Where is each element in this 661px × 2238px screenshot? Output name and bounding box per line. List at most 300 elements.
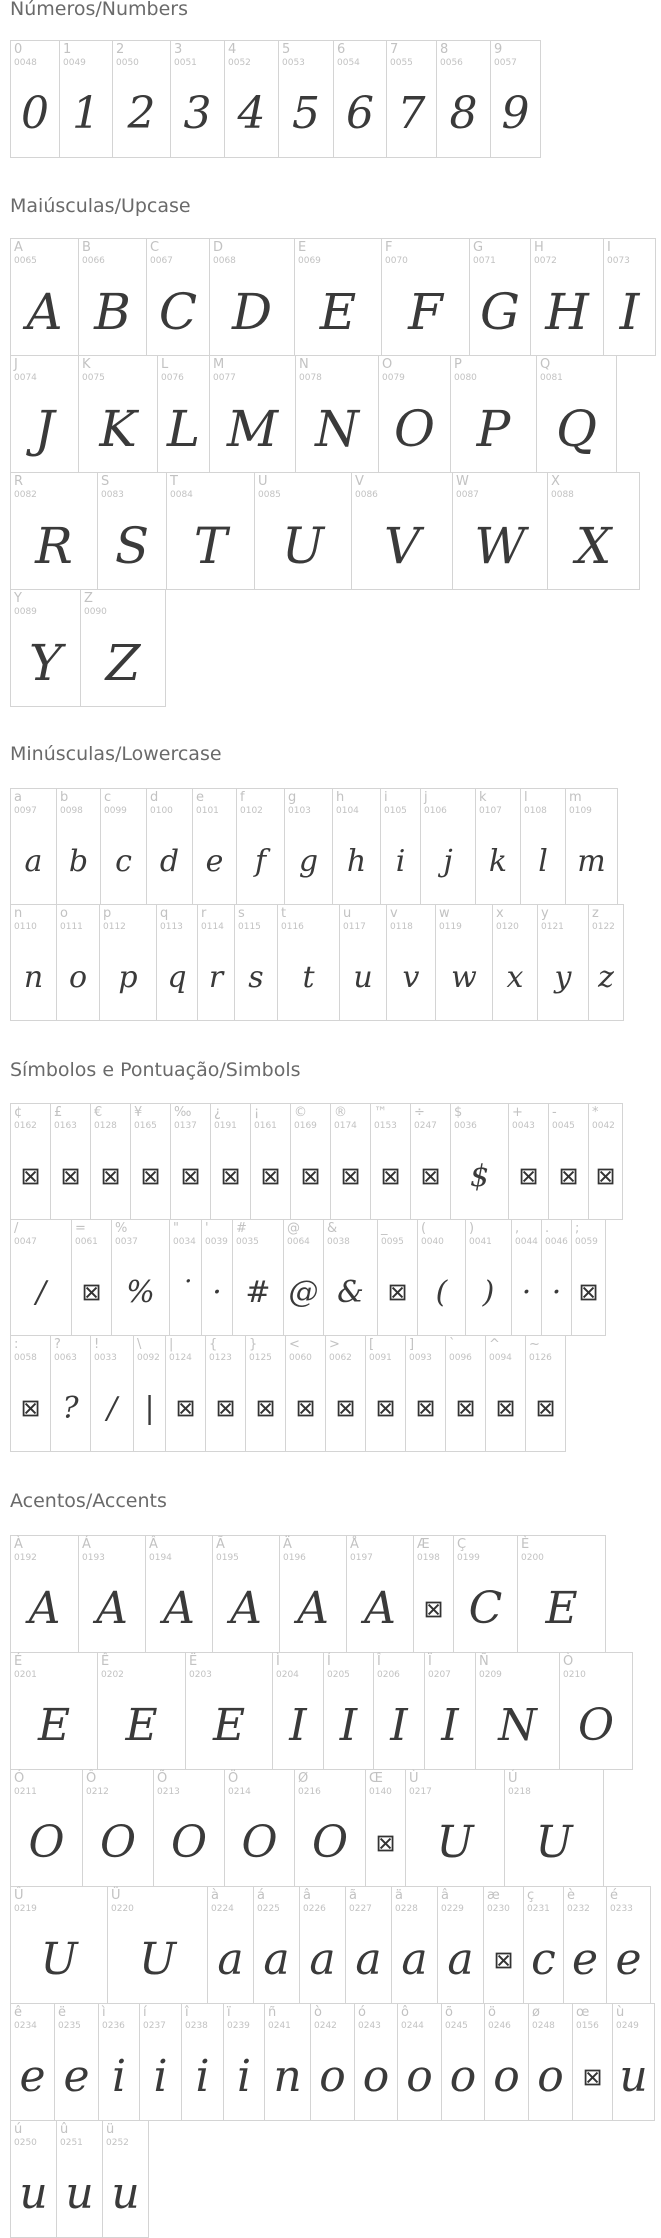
glyph-sample: i (153, 2051, 168, 2103)
glyph-sample: j (443, 843, 453, 879)
glyph-cell (548, 1103, 589, 1220)
glyph-cell (100, 788, 147, 905)
glyph-sample: U (535, 1817, 573, 1869)
character-label: P (454, 357, 462, 372)
character-code: 0235 (58, 2021, 81, 2031)
character-code: 0217 (409, 1787, 432, 1797)
character-label: Ú (508, 1771, 518, 1786)
character-code: 0088 (551, 490, 574, 500)
character-label: r (201, 906, 207, 921)
character-label: È (521, 1537, 530, 1552)
character-label: ¢ (14, 1105, 23, 1120)
glyph-cell (413, 1535, 454, 1653)
glyph-cell (571, 1219, 606, 1336)
character-label: Å (350, 1537, 359, 1552)
character-label: O (382, 357, 393, 372)
character-label: k (479, 790, 487, 805)
glyph-cell (10, 904, 57, 1021)
missing-glyph-icon: ⊠ (100, 1162, 121, 1191)
character-code: 0196 (283, 1553, 306, 1563)
glyph-sample: S (114, 516, 150, 575)
character-label: Î (377, 1654, 381, 1669)
glyph-cell (250, 1103, 291, 1220)
glyph-sample: 9 (501, 88, 530, 140)
glyph-sample: P (476, 399, 511, 458)
glyph-cell (283, 1219, 324, 1336)
glyph-sample: o (406, 2051, 433, 2103)
glyph-sample: o (537, 2051, 564, 2103)
character-label: Œ (369, 1771, 383, 1786)
glyph-sample: p (118, 959, 138, 995)
glyph-sample: U (281, 516, 325, 575)
glyph-cell (78, 355, 158, 473)
glyph-cell (530, 238, 604, 356)
glyph-cell (59, 40, 113, 158)
glyph-sample: O (99, 1817, 137, 1869)
glyph-sample: · (521, 1274, 532, 1310)
character-label: © (294, 1105, 307, 1120)
character-label: K (82, 357, 91, 372)
character-label: " (173, 1221, 179, 1236)
glyph-sample: O (170, 1817, 208, 1869)
character-label: s (238, 906, 245, 921)
character-label: + (512, 1105, 523, 1120)
character-code: 0123 (209, 1353, 232, 1363)
glyph-cell (209, 355, 296, 473)
glyph-sample: Z (105, 633, 141, 692)
glyph-cell (299, 1886, 346, 2004)
character-label: â (303, 1888, 311, 1903)
glyph-sample: J (34, 399, 55, 458)
character-code: 0057 (494, 58, 517, 68)
character-label: } (249, 1337, 258, 1352)
glyph-cell (547, 472, 640, 590)
character-label: L (161, 357, 169, 372)
character-code: 0124 (169, 1353, 192, 1363)
character-label: ® (334, 1105, 347, 1120)
glyph-sample: s (248, 959, 264, 995)
glyph-sample: g (298, 843, 319, 879)
missing-glyph-icon: ⊠ (375, 1394, 396, 1423)
character-label: * (592, 1105, 599, 1120)
missing-glyph-icon: ⊠ (140, 1162, 161, 1191)
glyph-cell (197, 904, 235, 1021)
glyph-cell (98, 2003, 140, 2121)
section-title: Números/Numbers (10, 0, 188, 20)
glyph-sample: | (144, 1390, 155, 1426)
glyph-cell (528, 2003, 573, 2121)
glyph-cell (508, 1103, 549, 1220)
missing-glyph-icon: ⊠ (518, 1162, 539, 1191)
glyph-cell (386, 40, 437, 158)
character-code: 0051 (174, 58, 197, 68)
character-code: 0052 (228, 58, 251, 68)
character-code: 0045 (552, 1121, 575, 1131)
glyph-cell (10, 2120, 57, 2238)
glyph-sample: 5 (292, 88, 320, 140)
glyph-sample: C (468, 1583, 503, 1635)
glyph-sample: Q (556, 399, 597, 458)
character-code: 0126 (529, 1353, 552, 1363)
character-code: 0211 (14, 1787, 37, 1797)
character-label: o (60, 906, 68, 921)
glyph-sample: ˙ (178, 1274, 193, 1310)
character-code: 0075 (82, 373, 105, 383)
character-label: / (14, 1221, 19, 1236)
glyph-cell (351, 472, 453, 590)
character-label: 3 (174, 42, 183, 57)
glyph-cell (504, 1769, 604, 1887)
character-label: 0 (14, 42, 23, 57)
glyph-cell (78, 1535, 146, 1653)
glyph-cell (90, 1103, 131, 1220)
character-code: 0105 (384, 806, 407, 816)
glyph-cell (603, 238, 656, 356)
glyph-cell (420, 788, 476, 905)
character-code: 0043 (512, 1121, 535, 1131)
character-label: ç (527, 1888, 535, 1903)
character-code: 0202 (101, 1670, 124, 1680)
glyph-cell (10, 355, 79, 473)
character-label: ¥ (134, 1105, 143, 1120)
character-code: 0140 (369, 1787, 392, 1797)
character-code: 0082 (14, 490, 37, 500)
glyph-sample: U (40, 1934, 78, 1986)
character-label: R (14, 474, 24, 489)
missing-glyph-icon: ⊠ (420, 1162, 441, 1191)
missing-glyph-icon: ⊠ (375, 1828, 396, 1857)
missing-glyph-icon: ⊠ (260, 1162, 281, 1191)
character-code: 0195 (216, 1553, 239, 1563)
glyph-cell (181, 2003, 224, 2121)
glyph-cell (475, 788, 521, 905)
glyph-cell (330, 1103, 371, 1220)
character-label: _ (381, 1221, 388, 1236)
glyph-cell (323, 1652, 374, 1770)
glyph-sample: @ (288, 1274, 319, 1310)
glyph-cell (232, 1219, 284, 1336)
character-label: û (60, 2122, 69, 2137)
character-label: Ä (283, 1537, 292, 1552)
character-label: G (473, 240, 484, 255)
glyph-sample: U (436, 1817, 474, 1869)
glyph-sample: O (394, 399, 435, 458)
missing-glyph-icon: ⊠ (175, 1394, 196, 1423)
character-label: < (289, 1337, 300, 1352)
glyph-cell (223, 2003, 265, 2121)
character-code: 0201 (14, 1670, 37, 1680)
character-code: 0079 (382, 373, 405, 383)
glyph-cell (56, 2120, 103, 2238)
character-label: e (196, 790, 204, 805)
character-label: - (552, 1105, 557, 1120)
glyph-cell (10, 40, 60, 158)
character-code: 0084 (170, 490, 193, 500)
character-label: p (103, 906, 112, 921)
character-code: 0070 (385, 256, 408, 266)
character-label: ã (349, 1888, 357, 1903)
glyph-sample: 4 (237, 88, 266, 140)
character-code: 0069 (298, 256, 321, 266)
character-code: 0205 (327, 1670, 350, 1680)
character-code: 0153 (374, 1121, 397, 1131)
character-code: 0056 (440, 58, 463, 68)
glyph-sample: V (383, 516, 421, 575)
character-code: 0237 (143, 2021, 166, 2031)
character-code: 0210 (563, 1670, 586, 1680)
character-label: x (496, 906, 504, 921)
character-label: t (281, 906, 287, 921)
character-code: 0169 (294, 1121, 317, 1131)
glyph-cell (333, 40, 387, 158)
glyph-sample: M (226, 399, 279, 458)
character-code: 0115 (238, 922, 261, 932)
character-label: > (329, 1337, 340, 1352)
glyph-sample: I (441, 1700, 459, 1752)
character-code: 0249 (616, 2021, 639, 2031)
character-code: 0243 (358, 2021, 381, 2031)
character-code: 0230 (487, 1904, 510, 1914)
character-code: 0109 (569, 806, 592, 816)
character-code: 0246 (488, 2021, 511, 2031)
character-label: E (298, 240, 307, 255)
character-code: 0092 (137, 1353, 160, 1363)
glyph-sample: · (212, 1274, 222, 1310)
glyph-cell (536, 355, 617, 473)
glyph-sample: H (545, 282, 589, 341)
glyph-sample: ( (435, 1274, 448, 1310)
character-label: Ø (298, 1771, 309, 1786)
missing-glyph-icon: ⊠ (335, 1394, 356, 1423)
character-code: 0093 (409, 1353, 432, 1363)
character-label: ! (94, 1337, 100, 1352)
glyph-cell (139, 2003, 182, 2121)
glyph-cell (294, 238, 382, 356)
glyph-cell (56, 904, 100, 1021)
character-code: 0204 (276, 1670, 299, 1680)
character-label: H (534, 240, 544, 255)
glyph-cell (201, 1219, 233, 1336)
missing-glyph-icon: ⊠ (20, 1162, 41, 1191)
character-label: ? (54, 1337, 61, 1352)
glyph-cell (112, 40, 171, 158)
missing-glyph-icon: ⊠ (20, 1394, 41, 1423)
character-code: 0236 (102, 2021, 125, 2031)
glyph-sample: & (337, 1274, 364, 1310)
character-label: Ü (111, 1888, 121, 1903)
character-label: D (213, 240, 224, 255)
glyph-cell (445, 1335, 486, 1452)
character-code: 0192 (14, 1553, 37, 1563)
glyph-cell (417, 1219, 466, 1336)
character-code: 0122 (592, 922, 615, 932)
character-label: l (524, 790, 528, 805)
character-label: v (390, 906, 398, 921)
glyph-sample: · (551, 1274, 562, 1310)
missing-glyph-icon: ⊠ (60, 1162, 81, 1191)
glyph-cell (71, 1219, 112, 1336)
glyph-cell (484, 2003, 529, 2121)
character-code: 0118 (390, 922, 413, 932)
character-code: 0047 (14, 1237, 37, 1247)
character-label: Ñ (479, 1654, 489, 1669)
glyph-cell (253, 1886, 300, 2004)
character-code: 0107 (479, 806, 502, 816)
glyph-cell (205, 1335, 246, 1452)
character-label: F (385, 240, 393, 255)
glyph-cell (272, 1652, 324, 1770)
character-code: 0218 (508, 1787, 531, 1797)
glyph-cell (295, 355, 379, 473)
section-title: Símbolos e Pontuação/Simbols (10, 1059, 301, 1081)
character-code: 0078 (299, 373, 322, 383)
glyph-cell (10, 788, 57, 905)
character-code: 0224 (211, 1904, 234, 1914)
glyph-cell (405, 1769, 505, 1887)
glyph-sample: 7 (397, 88, 426, 140)
character-code: 0077 (213, 373, 236, 383)
glyph-sample: 8 (449, 88, 478, 140)
character-label: C (150, 240, 160, 255)
glyph-cell (377, 1219, 418, 1336)
glyph-cell (572, 2003, 613, 2121)
glyph-sample: ) (482, 1274, 495, 1310)
character-code: 0063 (54, 1353, 77, 1363)
glyph-cell (102, 2120, 149, 2238)
character-code: 0039 (205, 1237, 228, 1247)
glyph-cell (405, 1335, 446, 1452)
character-label: U (258, 474, 268, 489)
glyph-sample: b (68, 843, 89, 879)
missing-glyph-icon: ⊠ (493, 1945, 514, 1974)
character-label: ~ (529, 1337, 540, 1352)
character-label: N (299, 357, 309, 372)
glyph-sample: r (208, 959, 224, 995)
glyph-cell (277, 904, 340, 1021)
character-code: 0100 (150, 806, 173, 816)
glyph-sample: 3 (183, 88, 212, 140)
character-label: ` (449, 1337, 456, 1352)
glyph-sample: d (159, 843, 180, 879)
glyph-sample: T (193, 516, 228, 575)
character-label: { (209, 1337, 218, 1352)
section-title: Acentos/Accents (10, 1490, 167, 1512)
character-code: 0125 (249, 1353, 272, 1363)
character-label: z (592, 906, 599, 921)
character-label: % (115, 1221, 128, 1236)
glyph-cell (345, 1886, 392, 2004)
character-label: ( (421, 1221, 427, 1236)
character-label: ÷ (414, 1105, 425, 1120)
character-code: 0095 (381, 1237, 404, 1247)
character-code: 0041 (469, 1237, 492, 1247)
glyph-cell (520, 788, 566, 905)
character-label: d (150, 790, 159, 805)
character-code: 0197 (350, 1553, 373, 1563)
glyph-sample: A (26, 282, 63, 341)
character-label: # (236, 1221, 247, 1236)
character-code: 0101 (196, 806, 219, 816)
missing-glyph-icon: ⊠ (380, 1162, 401, 1191)
glyph-cell (294, 1769, 366, 1887)
character-label: Ó (14, 1771, 25, 1786)
glyph-cell (354, 2003, 398, 2121)
glyph-cell (10, 1886, 108, 2004)
character-label: 4 (228, 42, 237, 57)
glyph-sample: a (355, 1934, 382, 1986)
character-label: £ (54, 1105, 63, 1120)
character-label: ì (102, 2005, 106, 2020)
glyph-sample: % (126, 1274, 155, 1310)
glyph-cell (10, 1652, 98, 1770)
glyph-cell (90, 1335, 134, 1452)
glyph-sample: y (554, 959, 572, 995)
character-code: 0091 (369, 1353, 392, 1363)
glyph-sample: i (236, 2051, 252, 2103)
glyph-cell (339, 904, 387, 1021)
section-title: Minúsculas/Lowercase (10, 743, 222, 765)
glyph-sample: K (99, 399, 137, 458)
character-code: 0206 (377, 1670, 400, 1680)
character-label: 9 (494, 42, 503, 57)
glyph-sample: A (297, 1583, 329, 1635)
glyph-cell (157, 355, 210, 473)
glyph-sample: E (319, 282, 357, 341)
character-code: 0226 (303, 1904, 326, 1914)
glyph-sample: n (23, 959, 44, 995)
glyph-cell (452, 472, 548, 590)
glyph-sample: R (35, 516, 73, 575)
character-label: | (169, 1337, 174, 1352)
character-code: 0163 (54, 1121, 77, 1131)
character-label: Q (540, 357, 551, 372)
glyph-cell (523, 1886, 564, 2004)
glyph-sample: u (19, 2168, 48, 2220)
character-code: 0165 (134, 1121, 157, 1131)
character-label: Í (327, 1654, 331, 1669)
glyph-sample: i (195, 2051, 210, 2103)
character-label: 7 (390, 42, 399, 57)
character-code: 0244 (401, 2021, 424, 2031)
character-code: 0116 (281, 922, 304, 932)
glyph-cell (511, 1219, 542, 1336)
glyph-cell (145, 1535, 213, 1653)
glyph-cell (346, 1535, 414, 1653)
character-label: X (551, 474, 560, 489)
character-code: 0207 (428, 1670, 451, 1680)
character-label: ê (14, 2005, 22, 2020)
glyph-sample: k (488, 843, 508, 879)
character-code: 0106 (424, 806, 447, 816)
glyph-cell (612, 2003, 655, 2121)
character-label: M (213, 357, 225, 372)
glyph-sample: o (68, 959, 88, 995)
glyph-cell (525, 1335, 566, 1452)
character-code: 0212 (86, 1787, 109, 1797)
character-label: ô (401, 2005, 409, 2020)
character-label: ] (409, 1337, 415, 1352)
character-label: 8 (440, 42, 449, 57)
missing-glyph-icon: ⊠ (578, 1278, 599, 1307)
character-code: 0231 (527, 1904, 550, 1914)
character-code: 0055 (390, 58, 413, 68)
character-code: 0252 (106, 2138, 129, 2148)
glyph-cell (332, 788, 381, 905)
character-label: T (170, 474, 178, 489)
character-label: h (336, 790, 345, 805)
missing-glyph-icon: ⊠ (495, 1394, 516, 1423)
character-code: 0238 (185, 2021, 208, 2031)
